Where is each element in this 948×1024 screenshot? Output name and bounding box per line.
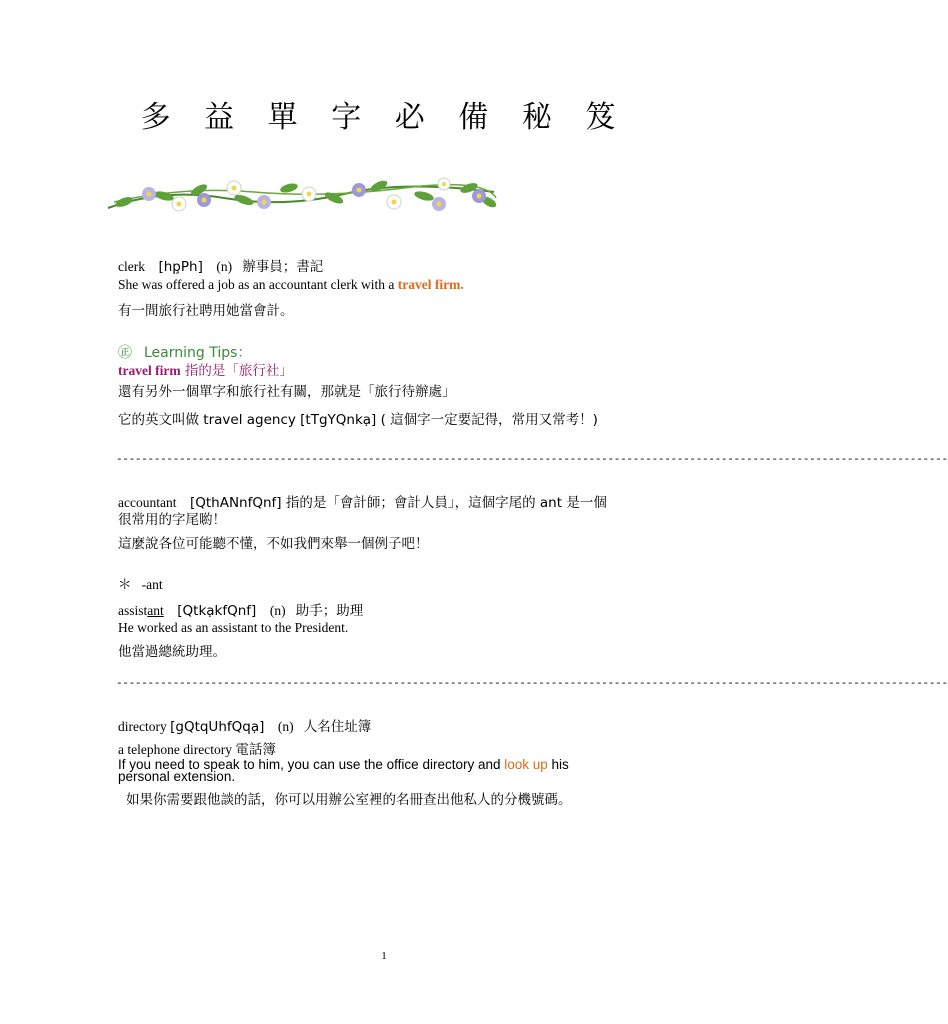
example-text: If you need to speak to him, you can use the office directory and <box>118 757 505 772</box>
part-of-speech: (n) <box>269 603 286 618</box>
headword: directory <box>118 719 167 734</box>
definition: 助手；助理 <box>295 603 364 619</box>
suffix-line <box>118 576 163 594</box>
entry-assistant-headword <box>118 602 363 620</box>
part-of-speech: (n) <box>216 259 233 274</box>
bullet-icon: ㊣ <box>118 345 132 361</box>
definition: 辦事員；書記 <box>242 259 324 275</box>
tips-term-desc: 指的是「旅行社」 <box>180 363 293 379</box>
entry-directory-headword <box>118 718 371 736</box>
entry-accountant-desc-3: 這麼說各位可能聽不懂，不如我們來舉一個例子吧！ <box>118 536 429 552</box>
entry-assistant-example: He worked as an assistant to the President. <box>118 620 349 635</box>
phrase-english: a telephone directory <box>118 742 236 757</box>
headword-stem: assist <box>118 603 148 618</box>
tips-line3-post: ( 這個字一定要記得，常用又常考！) <box>376 412 598 428</box>
headword: accountant <box>118 495 177 510</box>
phonetic: [tTgYQnkạ] <box>300 412 377 428</box>
learning-tips-heading <box>118 342 251 362</box>
tips-term-line <box>118 362 293 380</box>
learning-tips-label: Learning Tips： <box>144 345 252 361</box>
example-text-end: his <box>547 757 569 772</box>
divider: ------------------------------------------------------------------------------------------------------------------------------------ <box>116 454 948 466</box>
entry-clerk-headword <box>118 258 323 276</box>
page-number: 1 <box>381 950 387 962</box>
tips-term: travel firm <box>118 363 181 378</box>
entry-accountant-desc-2: 很常用的字尾喲！ <box>118 512 226 528</box>
headword: clerk <box>118 259 145 274</box>
definition: 指的是「會計師；會計人員」，這個字尾的 ant 是一個 <box>281 495 607 511</box>
entry-assistant-translation: 他當過總統助理。 <box>118 644 226 660</box>
highlighted-phrase: look up <box>504 757 548 772</box>
phonetic: [QthANnfQnf] <box>189 495 282 511</box>
tips-line-3 <box>118 411 598 429</box>
headword-suffix: ant <box>147 603 164 618</box>
tips-line-2: 還有另外一個單字和旅行社有關，那就是「旅行待辦處」 <box>118 384 456 400</box>
divider: ------------------------------------------------------------------------------------------------------------------------------------ <box>116 678 948 690</box>
page-title: 多 益 單 字 必 備 秘 笈 <box>140 100 628 135</box>
entry-clerk-example <box>118 276 464 293</box>
definition: 人名住址簿 <box>303 719 372 735</box>
example-text: She was offered a job as an accountant clerk with a <box>118 277 398 292</box>
entry-directory-translation: 如果你需要跟他談的話，你可以用辦公室裡的名冊查出他私人的分機號碼。 <box>126 792 572 808</box>
phonetic: [gQtqUhfQqạ] <box>170 719 265 735</box>
part-of-speech: (n) <box>277 719 294 734</box>
highlighted-phrase: travel firm. <box>397 277 464 292</box>
phrase-chinese: 電話簿 <box>235 742 276 758</box>
phonetic: [QtkạkfQnf] <box>177 603 257 619</box>
phonetic: [hp̧Ph] <box>158 259 203 275</box>
tips-line3-pre: 它的英文叫做 travel agency <box>118 412 301 428</box>
star-icon: ＊ <box>118 577 132 593</box>
entry-directory-example-line2: personal extension. <box>118 769 236 784</box>
flower-garland-illustration <box>104 168 500 220</box>
entry-accountant-headword <box>118 494 607 512</box>
entry-clerk-translation: 有一間旅行社聘用她當會計。 <box>118 303 294 319</box>
suffix-text: -ant <box>141 577 163 592</box>
headword <box>118 603 164 618</box>
